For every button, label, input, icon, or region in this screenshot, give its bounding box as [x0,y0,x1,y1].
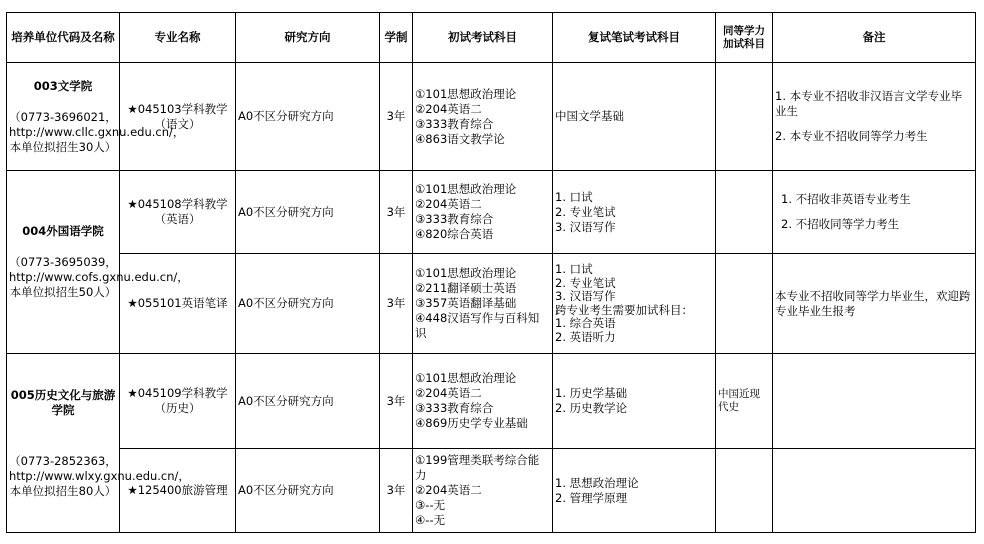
research-direction: A0不区分研究方向 [236,63,380,171]
header-initial-subjects: 初试考试科目 [413,13,553,63]
subject-item: ②211翻译硕士英语 [415,281,517,295]
subject-item: ③--无 [415,498,446,512]
header-duration: 学制 [380,13,413,63]
notes [773,63,976,171]
subject-item: ②204英语二 [415,483,482,497]
equivalent-subjects: 中国近现代史 [716,354,773,449]
table-row [7,254,976,354]
admission-table [6,12,976,533]
subject-item: ③357英语翻译基础 [415,296,517,310]
subject-item: ①101思想政治理论 [415,86,517,101]
equivalent-subjects [716,171,773,254]
research-direction: A0不区分研究方向 [236,171,380,254]
note-item: 1. 不招收非英语专业考生 [781,192,911,206]
subject-item: ①101思想政治理论 [415,266,517,280]
table-row [7,171,976,254]
subject-item: ②204英语二 [415,386,482,400]
note-item: 2. 不招收同等学力考生 [781,217,900,231]
initial-subjects [413,171,553,254]
note-item: 2. 本专业不招收同等学力考生 [775,129,928,143]
retest-subjects [553,354,716,449]
header-equivalent-subjects: 同等学力加试科目 [716,13,773,63]
unit-info: （0773-2852363，http://www.wlxy.gxnu.edu.cn/，本单位拟招生80人） [9,453,190,498]
retest-item: 2. 历史教学论 [555,401,628,415]
retest-item: 2. 专业笔试 [555,204,616,219]
retest-item: 1. 口试 [555,262,593,276]
retest-subjects [553,254,716,354]
note-item: 1. 本专业不招收非汉语言文学专业毕业生 [775,89,963,118]
equivalent-subjects [716,254,773,354]
duration: 3年 [380,63,413,171]
notes [773,171,976,254]
retest-subjects [553,171,716,254]
subject-item: ④869历史学专业基础 [415,416,528,430]
research-direction: A0不区分研究方向 [236,254,380,354]
subject-item: ①101思想政治理论 [415,371,517,385]
subject-item: ③333教育综合 [415,116,494,131]
subject-item: ④863语文教学论 [415,131,505,146]
table-row [7,354,976,449]
duration: 3年 [380,254,413,354]
research-direction: A0不区分研究方向 [236,449,380,533]
retest-item: 2. 专业笔试 [555,275,616,290]
initial-subjects [413,449,553,533]
header-unit: 培养单位代码及名称 [7,13,120,63]
subject-item: ①199管理类联考综合能力 [415,453,540,482]
note-item: 本专业不招收同等学力毕业生，欢迎跨专业毕业生报考 [775,288,971,318]
subject-item: ④--无 [415,513,446,527]
notes [773,354,976,449]
header-retest-subjects: 复试笔试考试科目 [553,13,716,63]
subject-item: ②204英语二 [415,197,482,211]
unit-info: （0773-3695039，http://www.cofs.gxnu.edu.cn/，本单位拟招生50人） [9,255,189,299]
table-row [7,449,976,533]
duration: 3年 [380,171,413,254]
retest-item: 3. 汉语写作 [555,219,616,234]
duration: 3年 [380,354,413,449]
subject-item: ②204英语二 [415,101,482,116]
initial-subjects [413,254,553,354]
unit-name: 005历史文化与旅游学院 [10,387,116,417]
major-name: ★045108学科教学（英语） [120,171,236,254]
table-row [7,63,976,171]
major-name: ★045103学科教学（语文） [120,63,236,171]
unit-name: 004外国语学院 [22,224,104,238]
retest-item: 1. 思想政治理论 [555,475,639,490]
notes [773,254,976,354]
notes [773,449,976,533]
header-notes: 备注 [773,13,976,63]
retest-item: 2. 管理学原理 [555,490,628,505]
initial-subjects [413,354,553,449]
header-major: 专业名称 [120,13,236,63]
equivalent-subjects [716,449,773,533]
retest-item: 跨专业考生需要加试科目： [555,302,693,317]
retest-item: 1. 综合英语 [555,316,616,330]
initial-subjects [413,63,553,171]
subject-item: ④448汉语写作与百科知识 [415,311,540,340]
major-name: ★045109学科教学（历史） [120,354,236,449]
subject-item: ①101思想政治理论 [415,182,517,196]
retest-subjects [553,449,716,533]
major-name: ★055101英语笔译 [120,254,236,354]
retest-item: 中国文学基础 [555,109,624,123]
retest-subjects [553,63,716,171]
major-name: ★125400旅游管理 [120,449,236,533]
equivalent-subjects [716,63,773,171]
header-row [7,13,976,63]
subject-item: ③333教育综合 [415,212,494,226]
research-direction: A0不区分研究方向 [236,354,380,449]
unit-name: 003文学院 [33,78,93,93]
unit-info: （0773-3696021，http://www.cllc.gxnu.edu.cn/，本单位拟招生30人） [9,109,185,154]
subject-item: ④820综合英语 [415,227,494,241]
retest-item: 3. 汉语写作 [555,289,616,303]
duration: 3年 [380,449,413,533]
subject-item: ③333教育综合 [415,401,494,415]
retest-item: 1. 口试 [555,189,593,204]
header-direction: 研究方向 [236,13,380,63]
retest-item: 2. 英语听力 [555,329,616,344]
retest-item: 1. 历史学基础 [555,386,628,400]
